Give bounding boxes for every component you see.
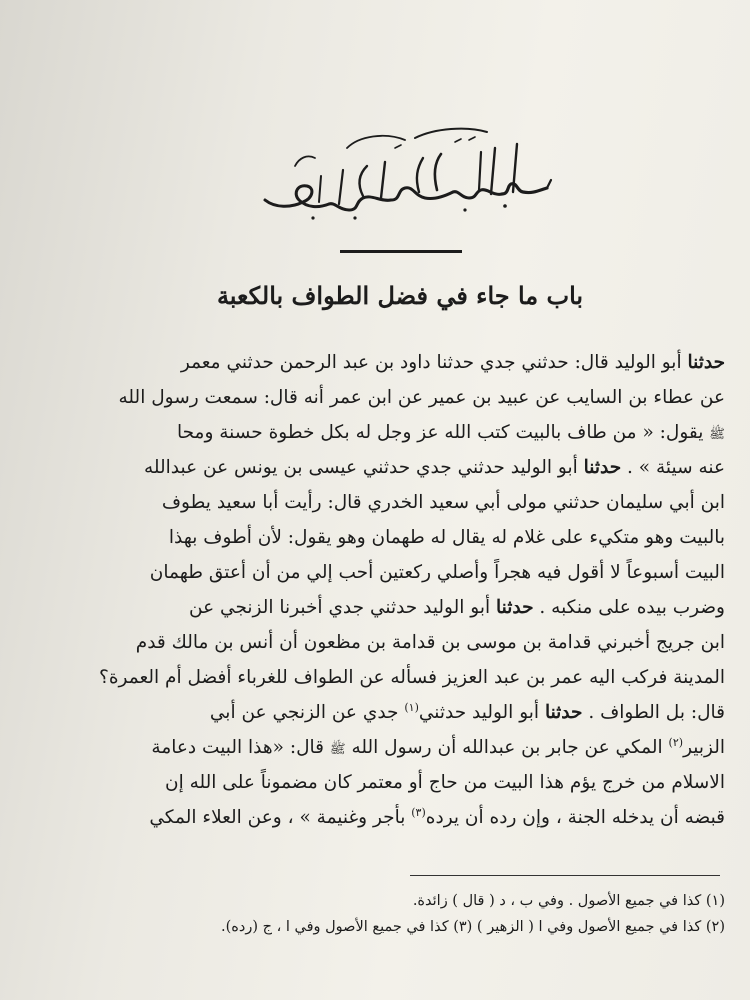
text-segment: بأجر وغنيمة » ، وعن العلاء المكي <box>149 807 412 828</box>
basmala-calligraphy <box>255 118 555 228</box>
text-line <box>40 730 725 765</box>
text-segment: عنه سيئة » . <box>621 457 725 478</box>
text-segment: أبو الوليد حدثني جدي أخبرنا الزنجي عن <box>189 597 496 618</box>
text-segment: ابن أبي سليمان حدثني مولى أبي سعيد الخدري قال: رأيت أبا سعيد يطوف <box>161 492 725 513</box>
haddathana-keyword: حدثنا <box>496 597 534 618</box>
text-segment: يقول: « من طاف بالبيت كتب الله عز وجل له بكل خطوة حسنة ومحا <box>176 422 710 443</box>
text-line <box>40 450 725 485</box>
salawat-symbol: ﷺ <box>709 427 725 442</box>
text-segment: ابن جريج أخبرني قدامة بن موسى بن قدامة بن مظعون أن أنس بن مالك قدم <box>135 632 725 653</box>
footnote-marker: (٣) <box>411 805 426 819</box>
haddathana-keyword: حدثنا <box>687 352 725 373</box>
text-segment: بالبيت وهو متكيء على غلام له يقال له طهمان وهو يقول: لأن أطوف بهذا <box>168 527 725 548</box>
text-line <box>40 485 725 520</box>
text-segment: المكي عن جابر بن عبدالله أن رسول الله <box>345 737 669 758</box>
text-line <box>40 625 725 660</box>
footnote-1: (١) كذا في جميع الأصول . وفي ب ، د ( قال ) زائدة. <box>412 893 725 909</box>
text-segment: قال: بل الطواف . <box>582 702 725 723</box>
text-segment: أبو الوليد حدثني جدي حدثني عيسى بن يونس عن عبدالله <box>143 457 584 478</box>
haddathana-keyword: حدثنا <box>544 702 583 723</box>
text-line <box>40 345 725 380</box>
text-segment: قال: «هذا البيت دعامة <box>151 737 330 758</box>
haddathana-keyword: حدثنا <box>583 457 622 478</box>
text-segment: عن عطاء بن السايب عن عبيد بن عمير عن ابن عمر أنه قال: سمعت رسول الله <box>118 387 725 408</box>
text-line <box>40 800 725 835</box>
text-segment: قبضه أن يدخله الجنة ، وإن رده أن يرده <box>425 807 725 828</box>
text-line <box>40 415 725 450</box>
body-text <box>40 345 725 835</box>
text-segment: المدينة فركب اليه عمر بن عبد العزيز فسأله عن الطواف للغرباء أفضل أم العمرة؟ <box>99 667 725 688</box>
text-segment: وضرب بيده على منكبه . <box>533 597 725 618</box>
text-segment: جدي عن الزنجي عن أبي <box>209 702 405 723</box>
text-segment: الاسلام من خرج يؤم هذا البيت من حاج أو معتمر كان مضموناً على الله إن <box>164 772 725 793</box>
footnotes <box>40 888 725 940</box>
text-line <box>40 660 725 695</box>
title-divider <box>340 250 462 253</box>
text-segment: أبو الوليد قال: حدثني جدي حدثنا داود بن عبد الرحمن حدثني معمر <box>180 352 688 373</box>
footnote-marker: (٢) <box>668 735 684 749</box>
text-line <box>40 555 725 590</box>
text-line <box>40 590 725 625</box>
text-segment: أبو الوليد حدثني <box>418 702 545 723</box>
footnote-marker: (١) <box>404 700 419 714</box>
chapter-title: باب ما جاء في فضل الطواف بالكعبة <box>216 281 584 310</box>
footnote-divider <box>410 875 720 876</box>
text-line <box>40 520 725 555</box>
text-segment: البيت أسبوعاً لا أقول فيه هجراً وأصلي ركعتين أحب إلي من أن أعتق طهمان <box>149 562 725 583</box>
text-segment: الزبير <box>683 737 725 758</box>
text-line <box>40 765 725 800</box>
footnote-2: (٢) كذا في جميع الأصول وفي ا ( الزهير ) (٣) كذا في جميع الأصول وفي ا ، ج (رده). <box>221 919 725 935</box>
text-line <box>40 695 725 730</box>
text-line <box>40 380 725 415</box>
salawat-symbol: ﷺ <box>329 742 346 757</box>
